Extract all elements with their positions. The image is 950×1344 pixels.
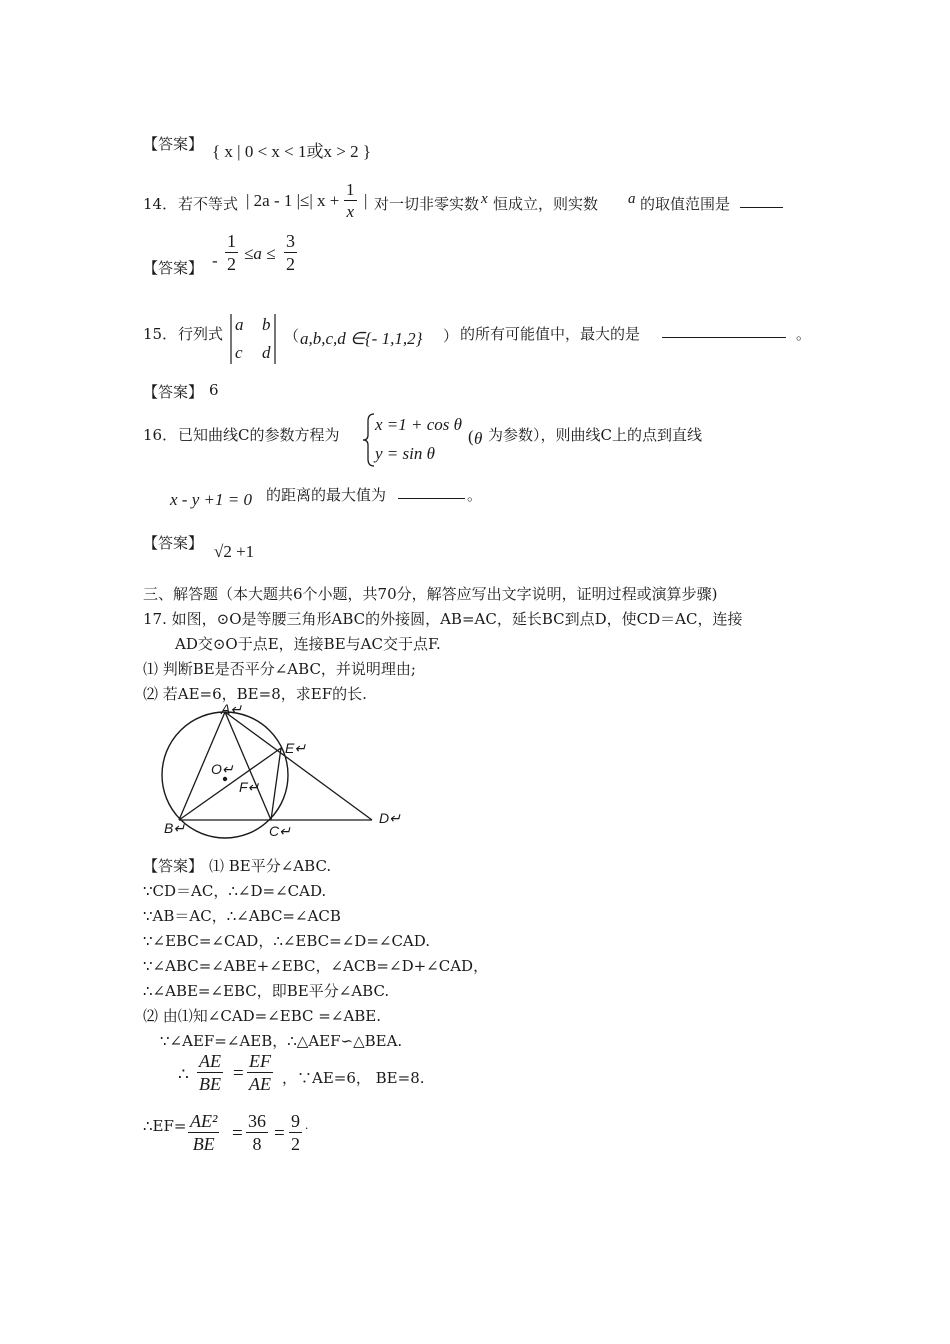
q14-ans-minus: - <box>212 251 218 270</box>
ef-num3: 9 <box>291 1111 300 1131</box>
ef-end: . <box>305 1117 309 1132</box>
q17-sol-2: ∵AB＝AC，∴∠ABC=∠ACB <box>143 907 341 925</box>
q14-number: 14． <box>143 195 178 213</box>
q16-number: 16． <box>143 426 178 444</box>
ef-num1: AE² <box>190 1111 218 1131</box>
ratio-therefore: ∴ <box>178 1065 189 1084</box>
q15-det-c: c <box>235 343 243 362</box>
q16-text-a: 已知曲线C的参数方程为 <box>178 426 340 444</box>
segment-ec <box>271 748 281 820</box>
q14-text-a: 若不等式 <box>178 195 239 213</box>
q17-part1: ⑴ 判断BE是否平分∠ABC，并说明理由; <box>143 660 416 678</box>
answer-label: 【答案】 <box>143 383 204 401</box>
q14-ans-den2: 2 <box>286 253 295 274</box>
q14-ans-frac1 <box>225 231 238 275</box>
q16-period: 。 <box>467 486 483 504</box>
ratio-frac2 <box>247 1051 273 1095</box>
q16-paren: ( <box>468 427 474 446</box>
label-c: C↵ <box>269 823 291 839</box>
ef-den2: 8 <box>252 1133 262 1154</box>
q15-cond-close: ） <box>443 327 459 345</box>
ef-prefix: ∴EF= <box>143 1117 187 1135</box>
q14-fraction <box>344 180 357 222</box>
ef-den3: 2 <box>291 1133 300 1154</box>
q16-line-eq: x - y +1 = 0 <box>170 490 252 509</box>
q14-text-c: 恒成立，则实数 <box>493 195 599 213</box>
q14-ans-den1: 2 <box>227 253 236 274</box>
q15-blank <box>662 323 786 338</box>
label-f: F↵ <box>239 779 260 795</box>
q16-theta: θ <box>474 429 483 448</box>
q17-line2: AD交⊙O于点E，连接BE与AC交于点F. <box>175 635 441 653</box>
section-heading: 三、解答题（本大题共6个小题，共70分，解答应写出文字说明，证明过程或演算步骤) <box>143 585 718 603</box>
q15-condition: a,b,c,d ∈{- 1,1,2} <box>300 329 423 348</box>
q14-var-x: x <box>481 191 488 207</box>
q16-eq2: y = sin θ <box>375 444 435 463</box>
ef-frac1 <box>188 1111 219 1155</box>
label-b: B↵ <box>164 820 186 836</box>
q14-ans-num1: 1 <box>227 231 236 251</box>
q17-sol-7: ∵∠AEF=∠AEB，∴△AEF∽△BEA. <box>160 1032 403 1050</box>
q15-text-b: 的所有可能值中，最大的是 <box>460 325 641 343</box>
q16-eq1: x =1 + cos θ <box>375 415 463 434</box>
q16-text-c: 的距离的最大值为 <box>266 486 387 504</box>
q16-blank <box>398 484 465 499</box>
ratio-den1: BE <box>199 1073 221 1094</box>
q17-sol-0: ⑴ BE平分∠ABC. <box>209 857 332 875</box>
ratio-frac1 <box>197 1051 223 1095</box>
q14-frac-num: 1 <box>346 180 355 199</box>
answer-label: 【答案】 <box>143 135 204 153</box>
q17-sol-6: ⑵ 由⑴知∠CAD=∠EBC =∠ABE. <box>143 1007 382 1025</box>
segment-ad <box>225 712 372 820</box>
q17-sol-4: ∵∠ABC=∠ABE+∠EBC，∠ACB=∠D+∠CAD， <box>143 957 489 975</box>
q14-text-d: 的取值范围是 <box>640 195 731 213</box>
answer-label: 【答案】 <box>143 857 204 875</box>
q14-var-a: a <box>628 191 636 207</box>
q17-part2: ⑵ 若AE=6，BE=8，求EF的长. <box>143 685 367 703</box>
q14-ineq-end: | <box>364 191 368 210</box>
answer-label: 【答案】 <box>143 534 204 552</box>
ef-den1: BE <box>192 1133 215 1154</box>
q17-line1: 17. 如图，⊙O是等腰三角形ABC的外接圆，AB=AC，延长BC到点D，使CD＝AC，连接 <box>143 610 743 628</box>
q14-blank <box>740 193 783 208</box>
ef-num2: 36 <box>248 1111 266 1131</box>
q15-det-b: b <box>262 315 271 334</box>
ratio-num2: EF <box>249 1051 271 1071</box>
q14-ans-mid: ≤a ≤ <box>244 244 276 263</box>
ef-equals1: = <box>232 1123 243 1144</box>
q15-number: 15． <box>143 325 178 343</box>
label-a: A↵ <box>221 701 243 717</box>
q15-answer: 6 <box>209 381 219 399</box>
q14-text-b: 对一切非零实数 <box>374 195 480 213</box>
q17-sol-1: ∵CD＝AC，∴∠D=∠CAD. <box>143 882 327 900</box>
ratio-tail: ，∵AE=6， BE=8. <box>282 1069 425 1087</box>
q15-period: 。 <box>796 325 812 343</box>
q15-det-a: a <box>235 315 244 334</box>
q14-frac-den: x <box>346 201 355 221</box>
ef-frac2 <box>246 1111 268 1155</box>
q15-det-d: d <box>262 343 271 362</box>
q15-cond-open: （ <box>284 327 300 345</box>
q16-brace <box>362 413 376 467</box>
ratio-equals: = <box>233 1063 244 1084</box>
q16-answer: √2 +1 <box>214 542 255 561</box>
q17-sol-5: ∴∠ABE=∠EBC，即BE平分∠ABC. <box>143 982 390 1000</box>
q14-inequality: | 2a - 1 |≤| x + <box>246 191 340 210</box>
label-o: O↵ <box>211 761 234 777</box>
ratio-num1: AE <box>199 1051 221 1071</box>
label-d: D↵ <box>379 810 401 826</box>
q13-answer: { x | 0 < x < 1或x > 2 } <box>212 142 371 161</box>
label-e: E↵ <box>285 740 307 756</box>
q17-sol-3: ∵∠EBC=∠CAD，∴∠EBC=∠D=∠CAD. <box>143 932 431 950</box>
answer-label: 【答案】 <box>143 259 204 277</box>
q16-text-b: 为参数），则曲线C上的点到直线 <box>488 426 702 444</box>
ef-frac3 <box>289 1111 302 1155</box>
q15-text-a: 行列式 <box>178 325 224 343</box>
ratio-den2: AE <box>249 1073 271 1094</box>
ef-equals2: = <box>274 1123 285 1144</box>
q14-ans-frac2 <box>284 231 297 275</box>
q14-ans-num2: 3 <box>286 231 295 251</box>
